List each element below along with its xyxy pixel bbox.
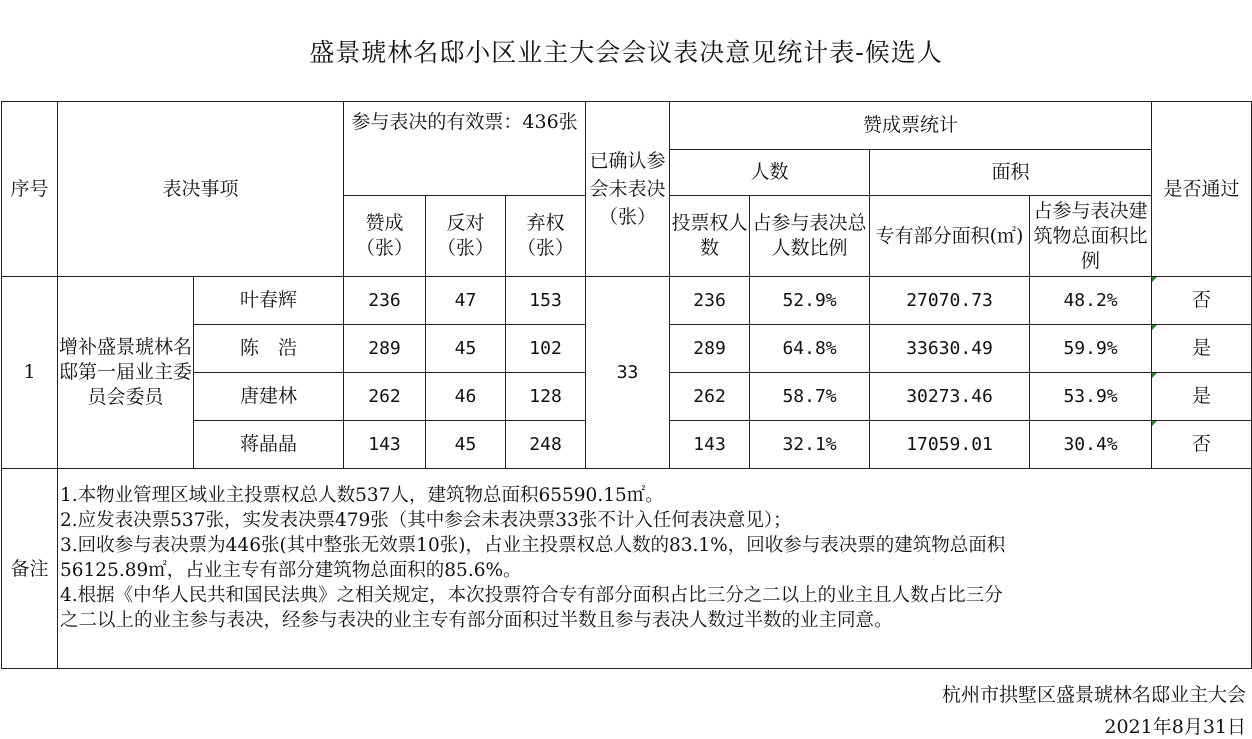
header-valid-votes: 参与表决的有效票：436张 xyxy=(344,102,586,196)
note-line: 4.根据《中华人民共和国民法典》之相关规定，本次投票符合专有部分面积占比三分之二以上的业主且人数占比三分 xyxy=(60,585,1003,606)
notes-label: 备注 xyxy=(2,469,58,669)
note-line: 3.回收参与表决票为446张(其中整张无效票10张)，占业主投票权总人数的83.1%，回收参与表决票的建筑物总面积 xyxy=(60,535,1006,556)
candidate-name: 陈 浩 xyxy=(194,325,344,373)
row-matter: 增补盛景琥林名邸第一届业主委员会委员 xyxy=(58,277,194,469)
passed-result: 否 xyxy=(1152,277,1252,325)
header-exclusive-area: 专有部分面积(㎡) xyxy=(870,196,1030,277)
voter-count: 143 xyxy=(670,421,750,469)
voter-ratio: 52.9% xyxy=(750,277,870,325)
abstain-count: 153 xyxy=(506,277,586,325)
voter-count: 262 xyxy=(670,373,750,421)
header-abstain: 弃权（张） xyxy=(506,196,586,277)
candidate-name: 叶春辉 xyxy=(194,277,344,325)
note-line: 56125.89㎡，占业主专有部分建筑物总面积的85.6%。 xyxy=(60,560,522,581)
confirmed-nonvote-count: 33 xyxy=(586,277,670,469)
header-oppose: 反对（张） xyxy=(426,196,506,277)
abstain-count: 102 xyxy=(506,325,586,373)
issue-date: 2021年8月31日 xyxy=(1104,716,1246,738)
passed-result: 否 xyxy=(1152,421,1252,469)
header-seq: 序号 xyxy=(2,102,58,277)
header-approve-stats: 赞成票统计 xyxy=(670,102,1152,150)
abstain-count: 128 xyxy=(506,373,586,421)
exclusive-area: 27070.73 xyxy=(870,277,1030,325)
area-ratio: 59.9% xyxy=(1030,325,1152,373)
exclusive-area: 30273.46 xyxy=(870,373,1030,421)
candidate-name: 蒋晶晶 xyxy=(194,421,344,469)
approve-count: 262 xyxy=(344,373,426,421)
oppose-count: 47 xyxy=(426,277,506,325)
voter-ratio: 58.7% xyxy=(750,373,870,421)
oppose-count: 45 xyxy=(426,421,506,469)
notes-content xyxy=(58,469,1252,669)
note-line: 1.本物业管理区域业主投票权总人数537人，建筑物总面积65590.15㎡。 xyxy=(60,485,664,506)
area-ratio: 30.4% xyxy=(1030,421,1152,469)
page-title: 盛景琥林名邸小区业主大会会议表决意见统计表-候选人 xyxy=(309,38,943,67)
passed-result: 是 xyxy=(1152,373,1252,421)
vote-statistics-table xyxy=(1,101,1252,669)
header-people: 人数 xyxy=(670,150,870,196)
candidate-name: 唐建林 xyxy=(194,373,344,421)
oppose-count: 46 xyxy=(426,373,506,421)
oppose-count: 45 xyxy=(426,325,506,373)
header-confirmed-nonvote: 已确认参会未表决（张） xyxy=(586,102,670,277)
header-voter-ratio: 占参与表决总人数比例 xyxy=(750,196,870,277)
row-seq: 1 xyxy=(2,277,58,469)
notes-row xyxy=(2,469,1252,669)
table-row xyxy=(2,277,1252,325)
abstain-count: 248 xyxy=(506,421,586,469)
approve-count: 143 xyxy=(344,421,426,469)
issuer-organization: 杭州市拱墅区盛景琥林名邸业主大会 xyxy=(941,684,1246,706)
approve-count: 289 xyxy=(344,325,426,373)
note-line: 之二以上的业主参与表决，经参与表决的业主专有部分面积过半数且参与表决人数过半数的业主同意。 xyxy=(60,610,893,631)
exclusive-area: 17059.01 xyxy=(870,421,1030,469)
voter-count: 236 xyxy=(670,277,750,325)
exclusive-area: 33630.49 xyxy=(870,325,1030,373)
area-ratio: 48.2% xyxy=(1030,277,1152,325)
voter-ratio: 64.8% xyxy=(750,325,870,373)
header-area: 面积 xyxy=(870,150,1152,196)
header-area-ratio: 占参与表决建筑物总面积比例 xyxy=(1030,196,1152,277)
note-line: 2.应发表决票537张，实发表决票479张（其中参会未表决票33张不计入任何表决意见）； xyxy=(60,510,792,531)
voter-ratio: 32.1% xyxy=(750,421,870,469)
voter-count: 289 xyxy=(670,325,750,373)
header-voter-count: 投票权人数 xyxy=(670,196,750,277)
header-approve: 赞成（张） xyxy=(344,196,426,277)
passed-result: 是 xyxy=(1152,325,1252,373)
area-ratio: 53.9% xyxy=(1030,373,1152,421)
header-passed: 是否通过 xyxy=(1152,102,1252,277)
approve-count: 236 xyxy=(344,277,426,325)
header-item: 表决事项 xyxy=(58,102,344,277)
